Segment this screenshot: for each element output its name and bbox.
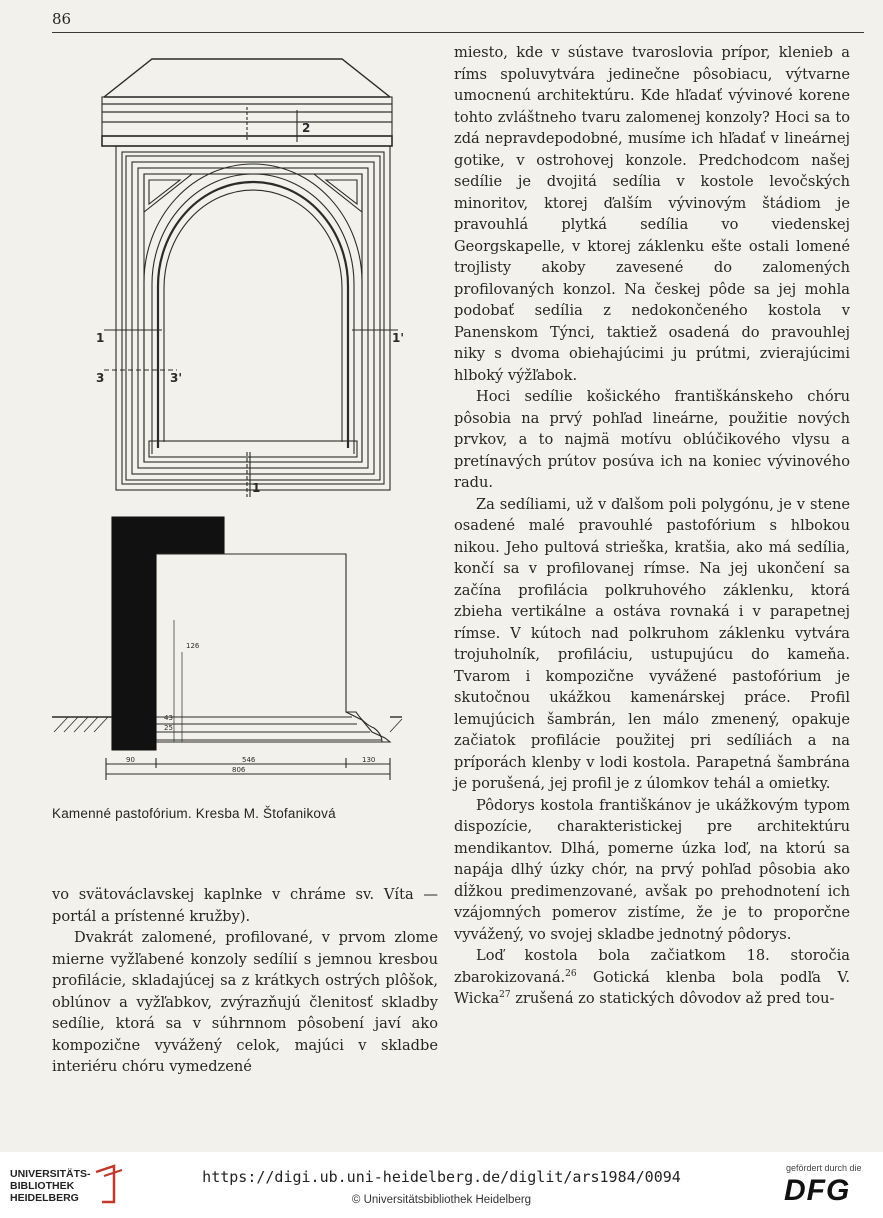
document-url[interactable]: https://digi.ub.uni-heidelberg.de/diglit/ars1984/0094 xyxy=(202,1168,681,1186)
paragraph xyxy=(454,945,850,1010)
section-mark-1-prime: 1' xyxy=(392,331,405,345)
paragraph-text: Gotická klenba bola podľa V. Wicka xyxy=(454,968,850,1007)
section-mark-2: 2 xyxy=(302,121,311,135)
dim-130: 130 xyxy=(362,756,376,764)
section-mark-3-prime: 3' xyxy=(170,371,183,385)
paragraph: Pôdorys kostola františkánov je ukážkovým typom dispozície, charakteristickej pre architektúru mendikantov. Dlhá, pomerne úzka loď, na ktorú sa napája dlhý úzky chór, na prvý pohľad pôsobia ako dĺžkou predimenzované, avšak po prehodnotení ich vzájomných pomerov zistíme, že je to proporčne vyvážený, vo svojej skladbe jednotný pôdorys. xyxy=(454,796,850,943)
left-column xyxy=(52,884,438,1078)
paragraph: Za sedíliami, už v ďalšom poli polygónu, je v stene osadené malé pravouhlé pastofórium s hlbokou nikou. Jeho pultová strieška, kratšia, ako má sedília, končí sa v profilovanej rímse. Na jej ukončení sa začína profilácia polkruhového záklenku, ktorá zbieha vertikálne a ostáva rovnaká i v parapetnej rímse. V kútoch nad polkruhom záklenku vytvára trojuholník, profiláciu, ustupujúcu do kameňa. Tvarom i kompozične vyvážené pastofórium je skutočnou ukážkou kamenárskej práce. Profil lemujúcich šambrán, len málo zmenený, opakuje začiatok profilácie použitej pri sedíliách a na príporách klenby v lodi kostola. Parapetná šambrána je porušená, jej profil je z úlomkov tehál a omietky. xyxy=(454,495,850,792)
right-column xyxy=(454,42,850,1010)
dim-126: 126 xyxy=(186,642,200,650)
copyright-notice: © Universitätsbibliothek Heidelberg xyxy=(351,1194,532,1206)
footnote-ref-27[interactable]: 27 xyxy=(499,990,511,1001)
dim-25: 25 xyxy=(164,724,173,732)
pastoforium-drawing xyxy=(52,52,405,787)
paragraph: Hoci sedílie košického františkánskeho chóru pôsobia na prvý pohľad lineárne, použitie nových prvkov, a to najmä motívu oblúčikového vlysu a pretínavých prútov posúva ich na koniec vývinového radu. xyxy=(454,388,850,491)
page-number: 86 xyxy=(52,10,72,28)
paragraph: vo svätováclavskej kaplnke v chráme sv. Víta — portál a prístenné kružby). xyxy=(52,886,438,925)
paragraph-text: zrušená zo statických dôvodov až pred tou- xyxy=(510,990,835,1007)
paragraph-text: Loď kostola bola začiatkom 18. storočia zbarokizovaná. xyxy=(454,947,850,986)
library-line: BIBLIOTHEK xyxy=(10,1180,75,1192)
dim-806: 806 xyxy=(232,766,246,774)
sponsor-label: gefördert durch die xyxy=(786,1163,862,1173)
footnote-ref-26[interactable]: 26 xyxy=(565,968,577,979)
figure-caption: Kamenné pastofórium. Kresba M. Štofaniková xyxy=(52,806,336,821)
section-mark-1-bottom: 1 xyxy=(252,481,261,495)
dim-90: 90 xyxy=(126,756,135,764)
section-mark-3: 3 xyxy=(96,371,105,385)
paragraph: miesto, kde v sústave tvaroslovia prípor, klenieb a ríms spoluvytvára jedinečne pôsobiacu, výtvarne umocnenú architektúru. Kde hľadať vývinové korene tohto zvláštneho tvaru zalomenej konzoly? Hoci sa to zdá nepravdepodobné, musíme ich hľadať v lineárnej gotike, v ostrohovej konzole. Predchodcom našej sedílie je dvojitá sedília v kostole levočských minoritov, ktorej ďalším vývinovým štádiom je pravouhlá plytká sedília vo viedenskej Georgskapelle, v ktorej záklenku ešte ostali lomené trojlisty akoby zavesené do zalomených profilovaných konzol. Na českej pôde sa jej mohla podobať sedília z nedokončeného kostola v Panenskom Týnci, taktiež osadená do pravouhlej niky s dvoma obiehajúcimi ju prútmi, zvierajúcimi hlboký výžľabok. xyxy=(454,44,850,384)
header-rule xyxy=(52,32,864,33)
dim-546: 546 xyxy=(242,756,256,764)
library-line: UNIVERSITÄTS- xyxy=(10,1168,91,1180)
library-line: HEIDELBERG xyxy=(10,1192,79,1204)
dim-43: 43 xyxy=(164,714,173,722)
section-mark-1: 1 xyxy=(96,331,105,345)
paragraph: Dvakrát zalomené, profilované, v prvom zlome mierne vyžľabené konzoly sedílií s jemnou kresbou profilácie, skladajúcej sa z krátkych ostrých plôšok, oblúnov a vyžľabkov, zvýrazňujú členitosť skladby sedílie, ktorá sa v súhrnnom pôsobení javí ako kompozične vyvážený celok, majúci v skladbe interiéru chóru vymedzené xyxy=(52,929,438,1075)
dfg-logo[interactable]: DFG xyxy=(784,1174,851,1207)
